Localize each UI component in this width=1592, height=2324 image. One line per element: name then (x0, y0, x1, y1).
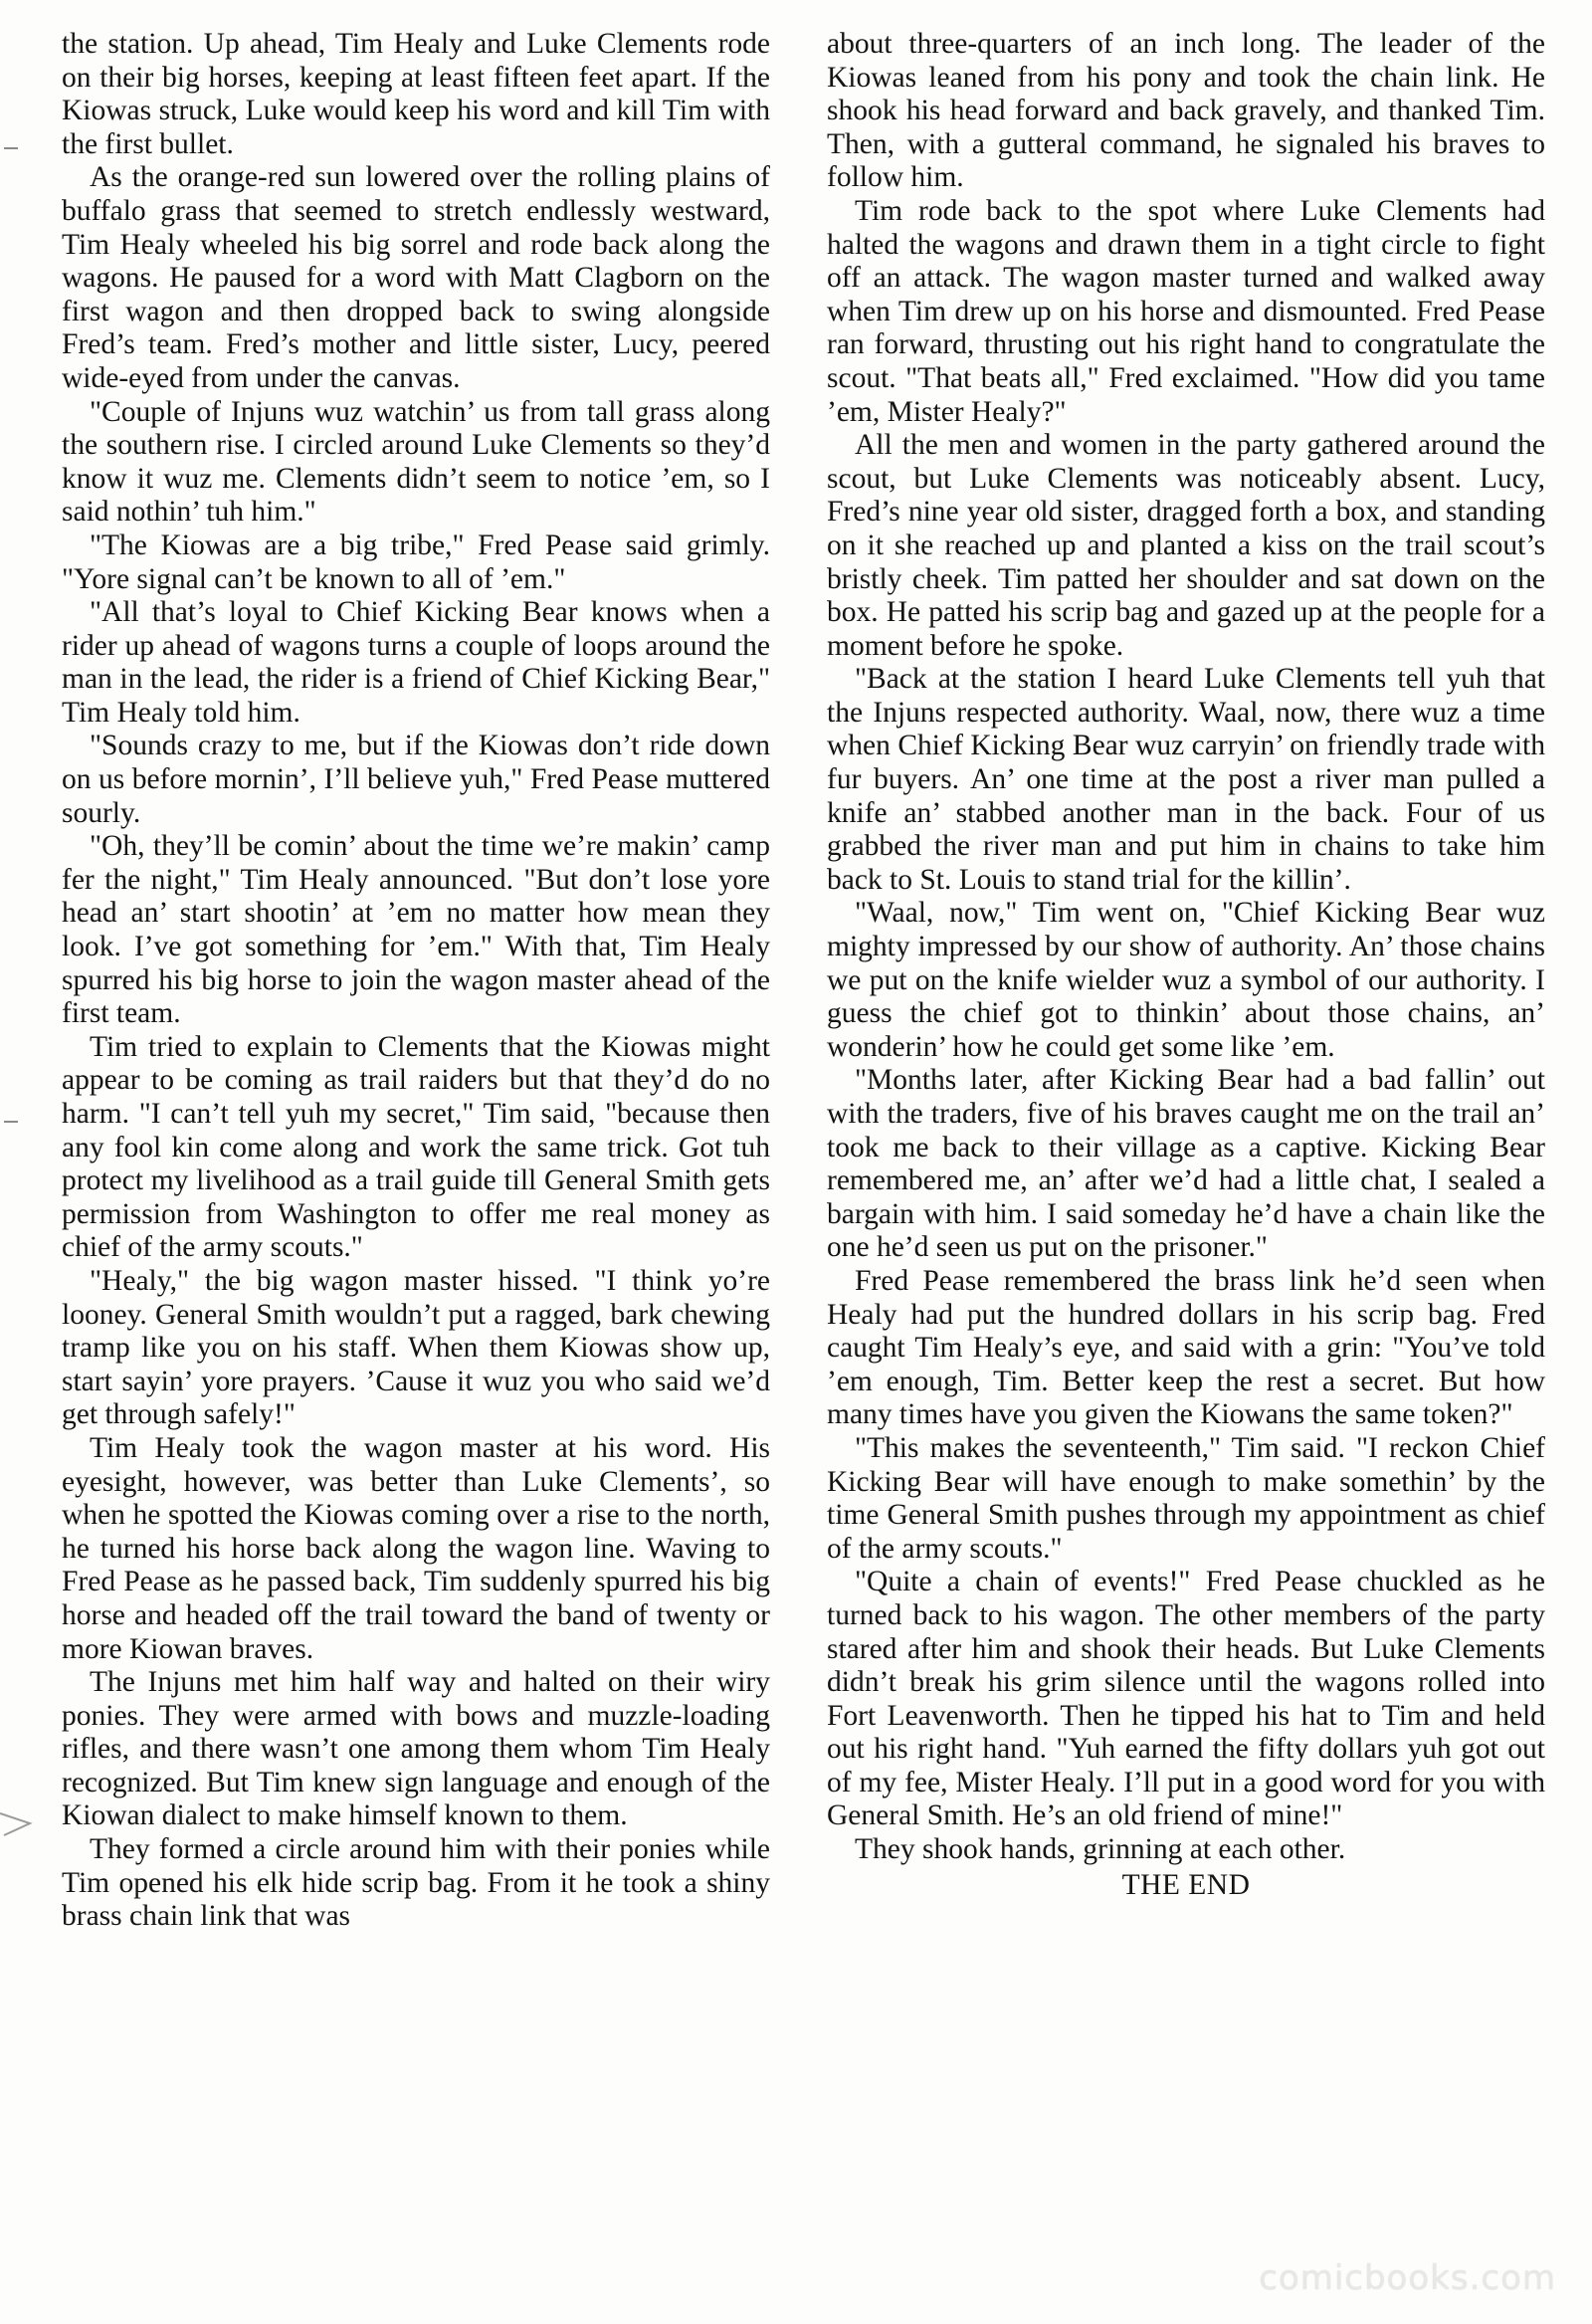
paragraph: They formed a circle around him with their ponies while Tim opened his elk hide scrip bag. From it he took a shiny brass chain link that was (62, 1833, 770, 1933)
paragraph: As the orange-red sun lowered over the rolling plains of buffalo grass that seemed to stretch endlessly westward, Tim Healy wheeled his big sorrel and rode back along the wagons. He paused for a word with Matt Clagborn on the first wagon and then dropped back to swing alongside Fred’s team. Fred’s mother and little sister, Lucy, peered wide-eyed from under the canvas. (62, 161, 770, 394)
paragraph: "Sounds crazy to me, but if the Kiowas don’t ride down on us before mornin’, I’ll believe yuh," Fred Pease muttered sourly. (62, 730, 770, 829)
paragraph: the station. Up ahead, Tim Healy and Luke Clements rode on their big horses, keeping at least fifteen feet apart. If the Kiowas struck, Luke would keep his word and kill Tim with the first bullet. (62, 28, 770, 160)
paragraph: They shook hands, grinning at each other. (855, 1833, 1346, 1866)
site-watermark: comicbooks.com (1259, 2258, 1556, 2298)
paragraph: Fred Pease remembered the brass link he’d seen when Healy had put the hundred dollars in his scrip bag. Fred caught Tim Healy’s eye, and said with a grin: "You’ve told ’em enough, Tim. Better keep the rest a secret. But how many times have you given the Kiowans the same token?" (827, 1264, 1545, 1431)
paragraph: "Quite a chain of events!" Fred Pease chuckled as he turned back to his wagon. The other members of the party stared after him and shook their heads. But Luke Clements didn’t break his grim silence until the wagons rolled into Fort Leavenworth. Then he tipped his hat to Tim and held out his right hand. "Yuh earned the fifty dollars yuh got out of my fee, Mister Healy. I’ll put in a good word for you with General Smith. He’s an old friend of mine!" (827, 1566, 1545, 1832)
the-end-marker: THE END (1121, 1868, 1251, 1901)
paragraph: "This makes the seventeenth," Tim said. "I reckon Chief Kicking Bear will have enough to make somethin’ by the time General Smith pushes through my appointment as chief of the army scouts." (827, 1431, 1545, 1565)
paragraph: Tim Healy took the wagon master at his word. His eyesight, however, was better than Luke Clements’, so when he spotted the Kiowas coming over a rise to the north, he turned his horse back along the wagon line. Waving to Fred Pease as he passed back, Tim suddenly spurred his big horse and headed off the trail toward the band of twenty or more Kiowan braves. (62, 1431, 770, 1665)
paragraph: "Waal, now," Tim went on, "Chief Kicking Bear wuz mighty impressed by our show of authority. An’ those chains we put on the knife wielder wuz a symbol of our authority. I guess the chief got to thinkin’ about those chains, an’ wonderin’ how he could get some like ’em. (827, 897, 1545, 1063)
paragraph: The Injuns met him half way and halted on their wiry ponies. They were armed with bows and muzzle-loading rifles, and there wasn’t one among them whom Tim Healy recognized. But Tim knew sign language and enough of the Kiowan dialect to make himself known to them. (62, 1666, 770, 1832)
torn-edge-mark (0, 1809, 40, 1839)
paragraph: "All that’s loyal to Chief Kicking Bear knows when a rider up ahead of wagons turns a couple of loops around the man in the lead, the rider is a friend of Chief Kicking Bear," Tim Healy told him. (62, 596, 770, 729)
margin-mark (4, 1121, 18, 1123)
paragraph: "Couple of Injuns wuz watchin’ us from tall grass along the southern rise. I circled around Luke Clements so they’d know it wuz me. Clements didn’t seem to notice ’em, so I said nothin’ tuh him." (62, 395, 770, 528)
paragraph: "Back at the station I heard Luke Clements tell yuh that the Injuns respected authority. Waal, now, there wuz a time when Chief Kicking Bear wuz carryin’ on friendly trade with fur buyers. An’ one time at the post a river man pulled a knife an’ stabbed another man in the back. Four of us grabbed the river man and put him in chains to take him back to St. Louis to stand trial for the killin’. (827, 663, 1545, 896)
paragraph: about three-quarters of an inch long. The leader of the Kiowas leaned from his pony and took the chain link. He shook his head forward and back gravely, and thanked Tim. Then, with a gutteral command, he signaled his braves to follow him. (827, 28, 1545, 194)
paragraph: "Healy," the big wagon master hissed. "I think yo’re looney. General Smith wouldn’t put a ragged, bark chewing tramp like you on his staff. When them Kiowas show up, start sayin’ yore prayers. ’Cause it wuz you who said we’d get through safely!" (62, 1264, 770, 1431)
right-text-column (827, 28, 1545, 1902)
paragraph: "Oh, they’ll be comin’ about the time we’re makin’ camp fer the night," Tim Healy announced. "But don’t lose yore head an’ start shootin’ at ’em no matter how mean they look. I’ve got something for ’em." With that, Tim Healy spurred his big horse to join the wagon master ahead of the first team. (62, 830, 770, 1030)
paragraph: Tim rode back to the spot where Luke Clements had halted the wagons and drawn them in a tight circle to fight off an attack. The wagon master turned and walked away when Tim drew up on his horse and dismounted. Fred Pease ran forward, thrusting out his right hand to congratulate the scout. "That beats all," Fred exclaimed. "How did you tame ’em, Mister Healy?" (827, 194, 1545, 428)
paragraph: "The Kiowas are a big tribe," Fred Pease said grimly. "Yore signal can’t be known to all of ’em." (62, 528, 770, 595)
paragraph: All the men and women in the party gathered around the scout, but Luke Clements was noticeably absent. Lucy, Fred’s nine year old sister, dragged forth a box, and standing on it she reached up and planted a kiss on the trail scout’s bristly cheek. Tim patted her shoulder and sat down on the box. He patted his scrip bag and gazed up at the people for a moment before he spoke. (827, 429, 1545, 662)
margin-mark (4, 147, 18, 149)
left-text-column (62, 28, 770, 1934)
paragraph: "Months later, after Kicking Bear had a bad fallin’ out with the traders, five of his braves caught me on the trail an’ took me back to their village as a captive. Kicking Bear remembered me, an’ after we’d had a little chat, I sealed a bargain with him. I said someday he’d have a chain like the one he’d seen us put on the prisoner." (827, 1064, 1545, 1264)
paragraph: Tim tried to explain to Clements that the Kiowas might appear to be coming as trail raiders but that they’d do no harm. "I can’t tell yuh my secret," Tim said, "because then any fool kin come along and work the same trick. Got tuh protect my livelihood as a trail guide till General Smith gets permission from Washington to offer me real money as chief of the army scouts." (62, 1030, 770, 1264)
